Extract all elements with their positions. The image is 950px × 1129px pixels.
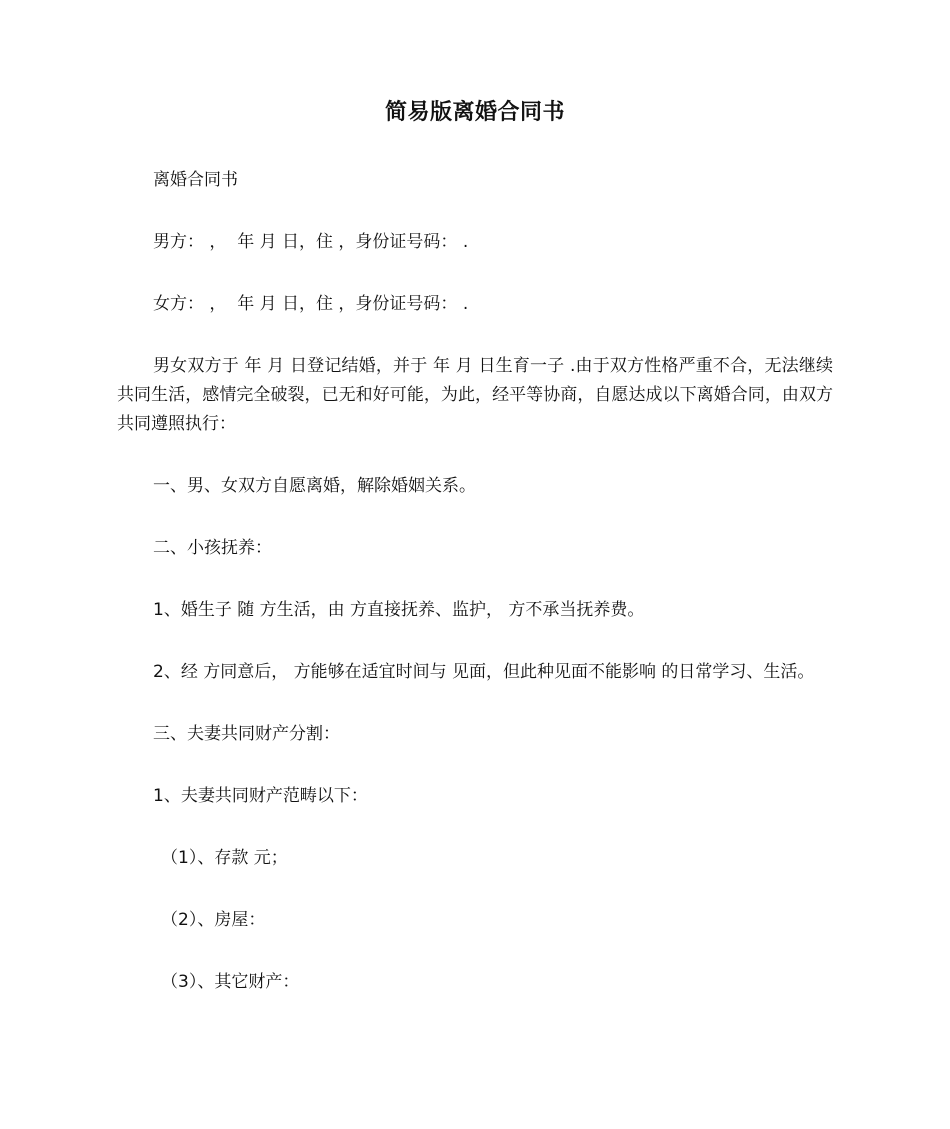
document-body xyxy=(117,166,833,1030)
heading-line: 离婚合同书 xyxy=(153,170,238,190)
clause-1: 一、男、女双方自愿离婚，解除婚姻关系。 xyxy=(153,476,476,496)
clause-3-item-1: 1、夫妻共同财产范畴以下： xyxy=(153,786,368,806)
property-item-house: （2）、房屋： xyxy=(161,910,266,930)
female-party-line: 女方： ， 年 月 日，住 ，身份证号码： . xyxy=(153,294,469,314)
clause-3-heading: 三、夫妻共同财产分割： xyxy=(153,724,340,744)
clause-2-item-1: 1、婚生子 随 方生活，由 方直接抚养、监护， 方不承当抚养费。 xyxy=(153,600,645,620)
property-item-other: （3）、其它财产： xyxy=(161,972,300,992)
clause-2-heading: 二、小孩抚养： xyxy=(153,538,272,558)
clause-2-item-2: 2、经 方同意后， 方能够在适宜时间与 见面，但此种见面不能影响 的日常学习、生活。 xyxy=(153,662,815,682)
property-item-deposit: （1）、存款 元； xyxy=(161,848,288,868)
document-title: 简易版离婚合同书 xyxy=(384,100,565,125)
preamble-paragraph: 男女双方于 年 月 日登记结婚，并于 年 月 日生育一子 .由于双方性格严重不合，无法继续共同生活，感情完全破裂，已无和好可能，为此，经平等协商，自愿达成以下离婚合同，由双方共同遵照执行： xyxy=(117,356,833,434)
male-party-line: 男方： ， 年 月 日，住 ，身份证号码： . xyxy=(153,232,469,252)
